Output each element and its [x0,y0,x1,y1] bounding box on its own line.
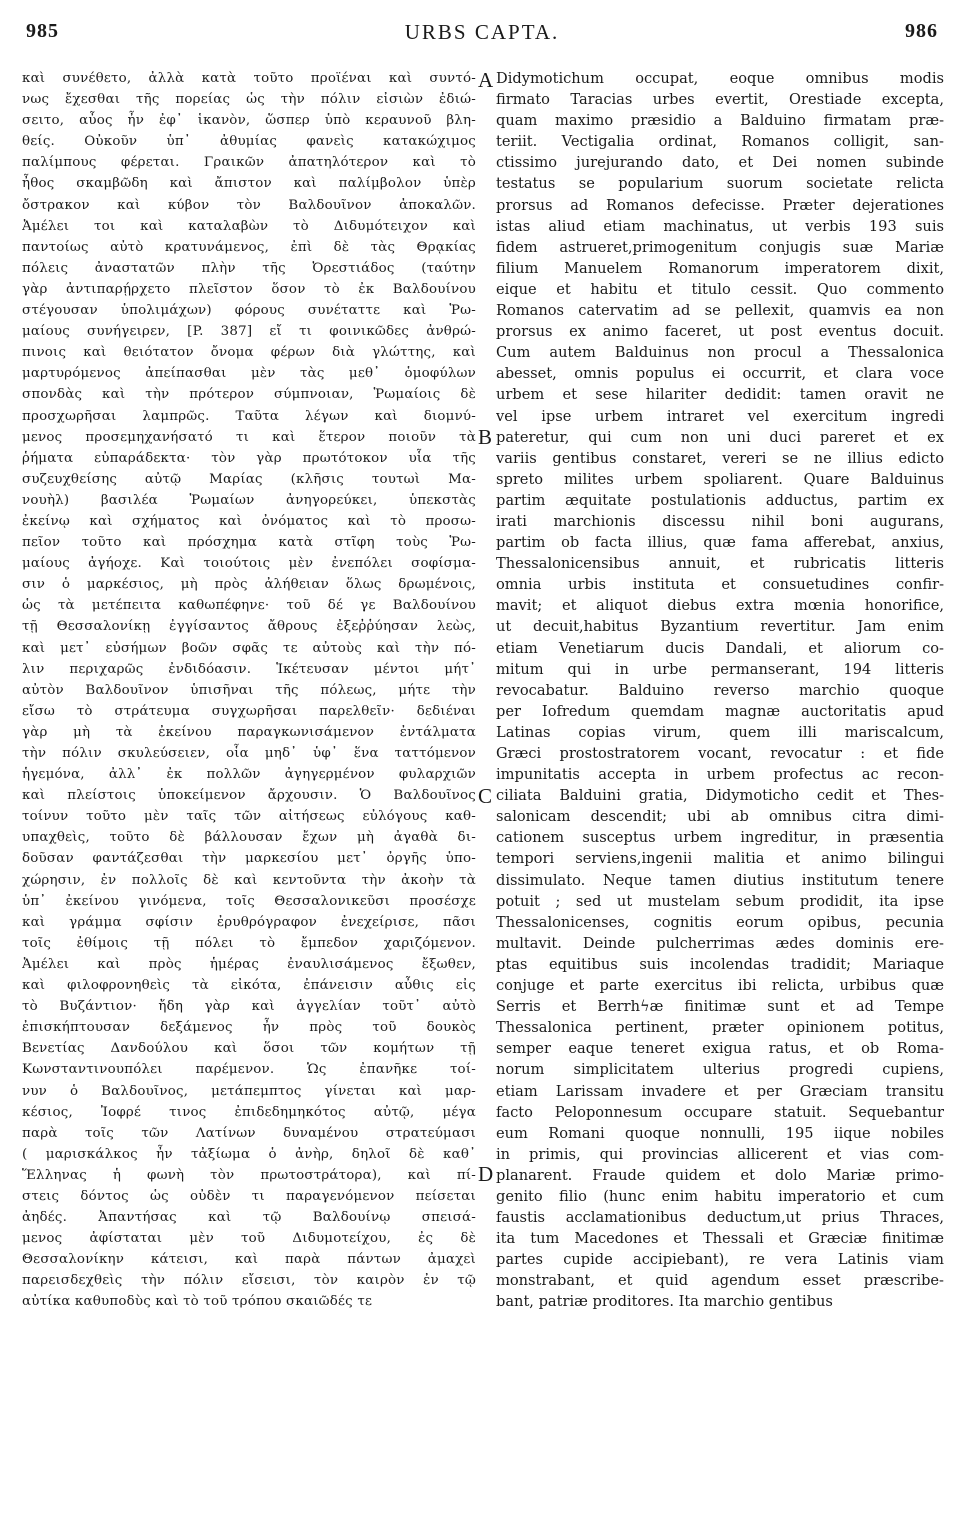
greek-text-line: εἴσω τὸ στράτευμα συγχωρῆσαι παρελθεῖν· δεδιέναι [22,703,476,719]
greek-text-line: νουὴλ) βασιλέα Ῥωμαίων ἀνηγορεύκει, ὑπεκστὰς [22,492,476,508]
greek-text-line: ὄστρακον καὶ κύβον τὸν Βαλδουῖνον ἀποκαλῶν. [22,197,476,213]
latin-text-line: Cum autem Balduinus non procul a Thessalonica [496,344,944,362]
latin-text-line: potuit ; sed ut mustelam sebum prodidit, ita ipse [496,892,944,910]
margin-marker-d: D [478,1162,494,1186]
latin-text-line: dissimulato. Neque tamen diutius institutum tenere [496,871,944,889]
greek-text-line: μαίους συνήγειρεν, [P. 387] εἴ τι φοινικῶδες ἀνθρώ- [22,324,476,340]
greek-text-line: σιν ὁ μαρκέσιος, μὴ πρὸς ἀλήθειαν ὅλως δρωμένοις, [22,577,476,593]
greek-text-line: ῥήματα εὐπαράδεκτα· τὸν γὰρ πρωτότοκον υἷα τῆς [22,450,476,466]
greek-text-line: ὑπ᾽ ἐκείνου γινόμενα, τοῖς Θεσσαλονικεῦσι προσέσχε [22,893,476,909]
latin-text-line: Græci prostostratorem vocant, revocatur : et fide [496,745,944,762]
latin-text-line: prorsus ex animo faceret, ut post eventus docuit. [496,323,944,341]
latin-text-line: bant, patriæ proditores. Ita marchio gentibus [496,1293,833,1311]
greek-text-line: Ἀμέλει καὶ πρὸς ἡμέρας ἐναυλισάμενος ἔξωθεν, [22,956,476,972]
greek-text-line: γὰρ μὴ τὰ ἐκείνου παραγκωνισάμενον ἐντάλματα [22,724,476,740]
greek-text-line: καὶ φιλοφρονηθεὶς τὰ εἰκότα, ἐπάνεισιν αὖθις εἰς [22,978,476,994]
greek-text-line: ὡς τὰ μετέπειτα καθωπέφηνε· τοῦ δέ γε Βαλδουίνου [22,598,476,614]
latin-text-line: omnia urbis instituta et consuetudines confir- [496,576,944,594]
latin-text-line: salonicam descendit; ubi ab omnibus citra dimi- [496,808,944,826]
greek-text-line: τῇ Θεσσαλονίκῃ ἐγγίσαντος ἄθρους ἐξεῤῥύησαν λεὼς, [22,619,476,635]
greek-text-line: πινοις καὶ θειότατον ὄνομα φέρων διὰ γλώττης, καὶ [22,345,476,361]
latin-text-line: ut decuit,habitus Byzantium revertitur. Jam enim [496,618,944,636]
latin-text-line: partim æquitate postulationis adductus, partim ex [496,491,944,509]
greek-text-line: παρὰ τοῖς τῶν Λατίνων δυναμένου στρατεύμασι [22,1125,476,1141]
running-title: URBS CAPTA. [404,20,560,44]
latin-text-line: Thessalonicenses, cognitis eorum opibus, pecunia [496,913,944,931]
latin-text-line: Didymotichum occupat, eoque omnibus modis [496,70,944,87]
latin-text-line: facto Peloponnesum occupare statuit. Sequebantur [496,1103,944,1121]
greek-text-line: μαρτυρόμενος ἀπείπασθαι μὲν τὰς μεθ᾽ ὁμοφύλων [22,366,476,382]
greek-text-line: Ἀμέλει τοι καὶ καταλαβὼν τὸ Διδυμότειχον καὶ [22,218,476,234]
greek-text-line: πόλεις ἀναστατῶν πλὴν τῆς Ὀρεστιάδος (ταύτην [22,260,476,276]
margin-marker-b: B [478,425,493,449]
latin-text-line: multavit. Deinde pulcherrimas ædes dominis ere- [496,934,944,952]
latin-text-line: partim ob facta illius, quæ fama afferebat, anxius, [496,534,944,552]
latin-text-line: firmato Taracias urbes evertit, Orestiade excepta, [496,91,944,109]
latin-text-column [496,68,944,1313]
latin-text-line: urbem et sese hilariter dedidit: tamen oravit ne [496,386,944,404]
latin-text-line: Latinas copias virum, quem illi mariscalcum, [496,723,944,741]
greek-text-line: Θεσσαλονίκην κάτεισι, καὶ παρὰ πάντων ἀμαχεὶ [22,1252,476,1268]
greek-text-line: ἦθος σκαμβῶδη καὶ ἄπιστον καὶ παλίμβολον ὑπὲρ [22,176,476,192]
latin-text-line: etiam Venetiarum ducis Dandali, et aliorum co- [496,639,944,657]
greek-text-line: μαίους ἀγήοχε. Καὶ τοιούτοις μὲν ἐνεπόλει σοφίσμα- [22,556,476,572]
greek-text-line: γὰρ ἀντιπαρῄρχετο πλεῖστον ὅσον τὸ ἐκ Βαλδουίνου [22,281,476,297]
latin-text-line: cationem susceptus urbem ingreditur, in præsentia [496,829,944,847]
latin-text-line: variis gentibus constaret, vereri se ne illius edicto [496,449,944,467]
greek-text-line: μενος προσεμηχανήσατό τι καὶ ἕτερον ποιοῦν τὰ [22,429,476,445]
latin-text-line: Thessalonica pertinent, præter opinionem potitus, [496,1019,944,1037]
latin-text-line: monstrabant, et quid agendum esset præscribe- [496,1272,944,1290]
greek-text-line: υπαχθεὶς, τοῦτο δὲ βάλλουσαν ἔχων μὴ ἀγαθὰ δι- [22,830,476,846]
greek-text-line: τὸ Βυζάντιον· ἤδη γὰρ καὶ ἀγγελίαν τοῦτ᾽ αὐτὸ [22,999,476,1015]
greek-text-line: σπονδὰς καὶ τὴν πρότερον σύμπνοιαν, Ῥωμαίοις δὲ [22,387,476,403]
greek-text-line: ἐπισκήπτουσαν δεξάμενος ἦν πρὸς τοῦ δουκὸς [22,1020,476,1036]
latin-text-line: tempori serviens,ingenii malitia et animo bilingui [496,850,944,868]
greek-text-line: αὐτὸν Βαλδουῖνον ὑπισῆναι τῆς πόλεως, μήτε τὴν [22,682,476,698]
latin-text-line: quam maximo præsidio a Balduino firmatam præ- [496,112,944,130]
latin-text-line: semper eaque teneret exigua ratus, et ob Roma- [496,1040,944,1058]
greek-text-line: αὐτίκα καθυποδὺς καὶ τὸ τοῦ τρόπου σκαιῶδές τε [22,1294,373,1310]
latin-text-line: conjuge et parte exercitus ibi relicta, urbibus quæ [496,977,944,995]
greek-text-line: πεῖον τοῦτο καὶ πρόσχημα κατὰ στῖφη τοὺς Ῥω- [22,535,476,551]
greek-text-line: προσχωρῆσαι λαμπρῶς. Ταῦτα λέγων καὶ διομνύ- [22,408,476,424]
greek-text-line: τοῖς ἐθίμοις τῇ πόλει τὸ ἔμπεδον χαριζόμενον. [22,935,476,951]
right-page-number: 986 [905,20,938,42]
greek-text-line: καὶ πλείστοις ὑποκείμενον ἄρχουσιν. Ὁ Βαλδουῖνος [22,788,476,804]
margin-marker-c: C [478,784,493,808]
latin-text-line: faustis acclamationibus deductum,ut prius Thraces, [496,1209,944,1227]
latin-text-line: prorsus ad Romanos defecisse. Præter dejerationes [496,196,944,214]
latin-text-line: etiam Larissam invadere et per Græciam transitu [496,1082,944,1100]
latin-text-line: mitum qui in urbe permanserant, 194 litteris [496,660,944,678]
left-page-number: 985 [26,20,59,42]
greek-text-line: νως ἔχεσθαι τῆς πορείας ὡς τὴν πόλιν εἰσιὼν ἐδιώ- [22,92,476,108]
greek-text-line: Βενετίας Δανδούλου καὶ ὅσοι τῶν κομήτων τῇ [22,1041,476,1057]
latin-text-line: spreto milites urbem spoliarent. Quare Balduinus [496,470,944,488]
greek-text-line: καὶ μετ᾽ εὐσήμων βοῶν σφᾶς τε αὐτοὺς καὶ τὴν πό- [22,640,476,656]
greek-text-line: καὶ συνέθετο, ἀλλὰ κατὰ τοῦτο προϊέναι καὶ συντό- [22,71,476,86]
greek-text-line: παντοίως αὐτὸ κρατυνάμενος, ἐπὶ δὲ τὰς Θρᾳκίας [22,239,476,255]
greek-text-line: νυν ὁ Βαλδουῖνος, μετάπεμπτος γίνεται καὶ μαρ- [22,1083,476,1099]
latin-text-line: Romanos catervatim ad se pellexit, quamvis ea non [496,302,944,320]
latin-text-line: fidem astrueret,primogenitum conjugis suæ Mariæ [496,238,944,256]
latin-text-line: testatus se popularium suorum societate relicta [496,175,944,193]
latin-text-line: vel ipse urbem intraret vel exercitum ingredi [496,407,944,425]
latin-text-line: teriit. Vectigalia ordinat, Romanos colligit, san- [496,133,944,151]
greek-text-line: ἡγεμόνα, ἀλλ᾽ ἐκ πολλῶν ἀγηγερμένον φυλαρχιῶν [22,767,476,783]
latin-text-line: istas aliud etiam machinatus, ut verbis 193 suis [496,217,944,235]
latin-text-line: genito filio (hunc enim habitu imperatorio et cum [496,1187,944,1205]
greek-text-line: καὶ γράμμα σφίσιν ἐρυθρόγραφον ἐνεχείρισε, πᾶσι [22,914,476,930]
latin-text-line: Serris et Berrhϟæ finitimæ sunt et ad Tempe [496,998,944,1016]
latin-text-line: eum Romani quoque nonnulli, 195 iique nobiles [496,1124,944,1142]
greek-text-line: κέσιος, Ἰοφρέ τινος ἐπιδεδημηκότος αὐτῷ, μέγα [22,1104,476,1120]
greek-text-column [22,68,476,1313]
greek-text-line: ἐκείνῳ καὶ σχήματος καὶ ὀνόματος καὶ τὸ προσω- [22,513,476,529]
latin-text-line: per Iofredum quemdam magnæ auctoritatis apud [496,702,944,720]
latin-text-line: ctissimo jurejurando dato, et Dei nomen subinde [496,154,944,172]
margin-marker-a: A [478,68,494,92]
latin-text-line: in primis, qui provincias allicerent et vias com- [496,1145,944,1163]
latin-text-line: planarent. Fraude quidem et dolo Mariæ primo- [496,1166,944,1184]
latin-text-line: revocabatur. Balduino reverso marchio quoque [496,681,944,699]
greek-text-line: στέγουσαν ὑπολιμάχων) φόρους συνέταττε καὶ Ῥω- [22,303,476,319]
greek-text-line: θείς. Οὐκοῦν ὑπ᾽ ἀθυμίας φανεὶς κατακώχιμος [22,134,476,150]
greek-text-line: λιν περιχαρῶς ἐνδιδόασιν. Ἱκέτευσαν μέντοι μήτ᾽ [22,661,476,677]
latin-text-line: partes cupide accipiebant), re vera Latinis viam [496,1251,944,1269]
greek-text-line: χώρησιν, ἐν πολλοῖς δὲ καὶ κεντοῦντα τὴν ἀκοὴν τὰ [22,872,476,888]
greek-text-line: δοῦσαν φαντάζεσθαι τὴν μαρκεσίου μετ᾽ ὀργῆς ὑπο- [22,851,476,867]
greek-text-line: σειτο, αὖος ἦν ἐφ᾽ ἱκανὸν, ὥσπερ ὑπὸ κεραυνοῦ βλη- [22,113,476,129]
latin-text-line: ita tum Macedones et Thessali et Græciæ finitimæ [496,1230,944,1248]
latin-text-line: norum simplicitatem ulterius progredi cupiens, [496,1061,944,1079]
greek-text-line: στεις δόντος ὡς οὐδὲν τι παραγενόμενον πείσεται [22,1188,476,1204]
latin-text-line: abesset, omnis populus ei occurrit, et clara voce [496,365,944,383]
greek-text-line: ἀηδές. Ἀπαντήσας καὶ τῷ Βαλδουίνῳ σπεισά- [22,1210,476,1226]
latin-text-line: irati marchionis discessu nihil boni augurans, [496,512,944,530]
greek-text-line: τοίνυν τοῦτο μὲν ταῖς τῶν αἰτήσεως εὐλόγους καθ- [22,809,476,825]
greek-text-line: παλίμπους φέρεται. Γραικῶν ἀπατηλότερον καὶ τὸ [22,155,476,171]
greek-text-line: παρεισδεχθεὶς τὴν πόλιν εἴσεισι, τὸν καιρὸν ἐν τῷ [22,1273,476,1289]
latin-text-line: filium Manuelem Romanorum imperatorem dixit, [496,259,944,277]
greek-text-line: Ἕλληνας ἡ φωνὴ τὸν πρωτοστράτορα), καὶ πί- [22,1167,476,1183]
latin-text-line: impunitatis accepta in urbem profectus ac recon- [496,766,944,784]
latin-text-line: ciliata Balduini gratia, Didymoticho cedit et Thes- [496,787,944,805]
page-header [26,20,938,56]
latin-text-line: mavit; et aliquot diebus extra mœnia honorifice, [496,597,944,615]
latin-text-line: eique et habitu et titulo cessit. Quo commento [496,280,944,298]
latin-text-line: pateretur, qui cum non uni duci pareret et ex [496,428,944,446]
greek-text-line: τὴν πόλιν σκυλεύσειεν, οἷα μηδ᾽ ὑφ᾽ ἕνα ταττόμενον [22,746,476,761]
latin-text-line: ptas equitibus suis incolendas tradidit; Mariaque [496,955,944,973]
greek-text-line: Κωνσταντινουπόλει παρέμενον. Ὡς ἐπανῆκε τοί- [22,1062,476,1078]
greek-text-line: συζευχθείσης αὐτῷ Μαρίας (κλῆσις τουτωὶ Μα- [22,471,476,487]
latin-text-line: Thessalonicensibus annuit, et rubricatis litteris [496,555,944,573]
greek-text-line: ( μαρισκάλκος ἦν τἀξίωμα ὁ ἀνὴρ, δηλοῖ δὲ καθ᾽ [22,1146,476,1162]
greek-text-line: μενος ἀφίσταται μὲν τοῦ Διδυμοτείχου, ἐς δὲ [22,1231,476,1247]
